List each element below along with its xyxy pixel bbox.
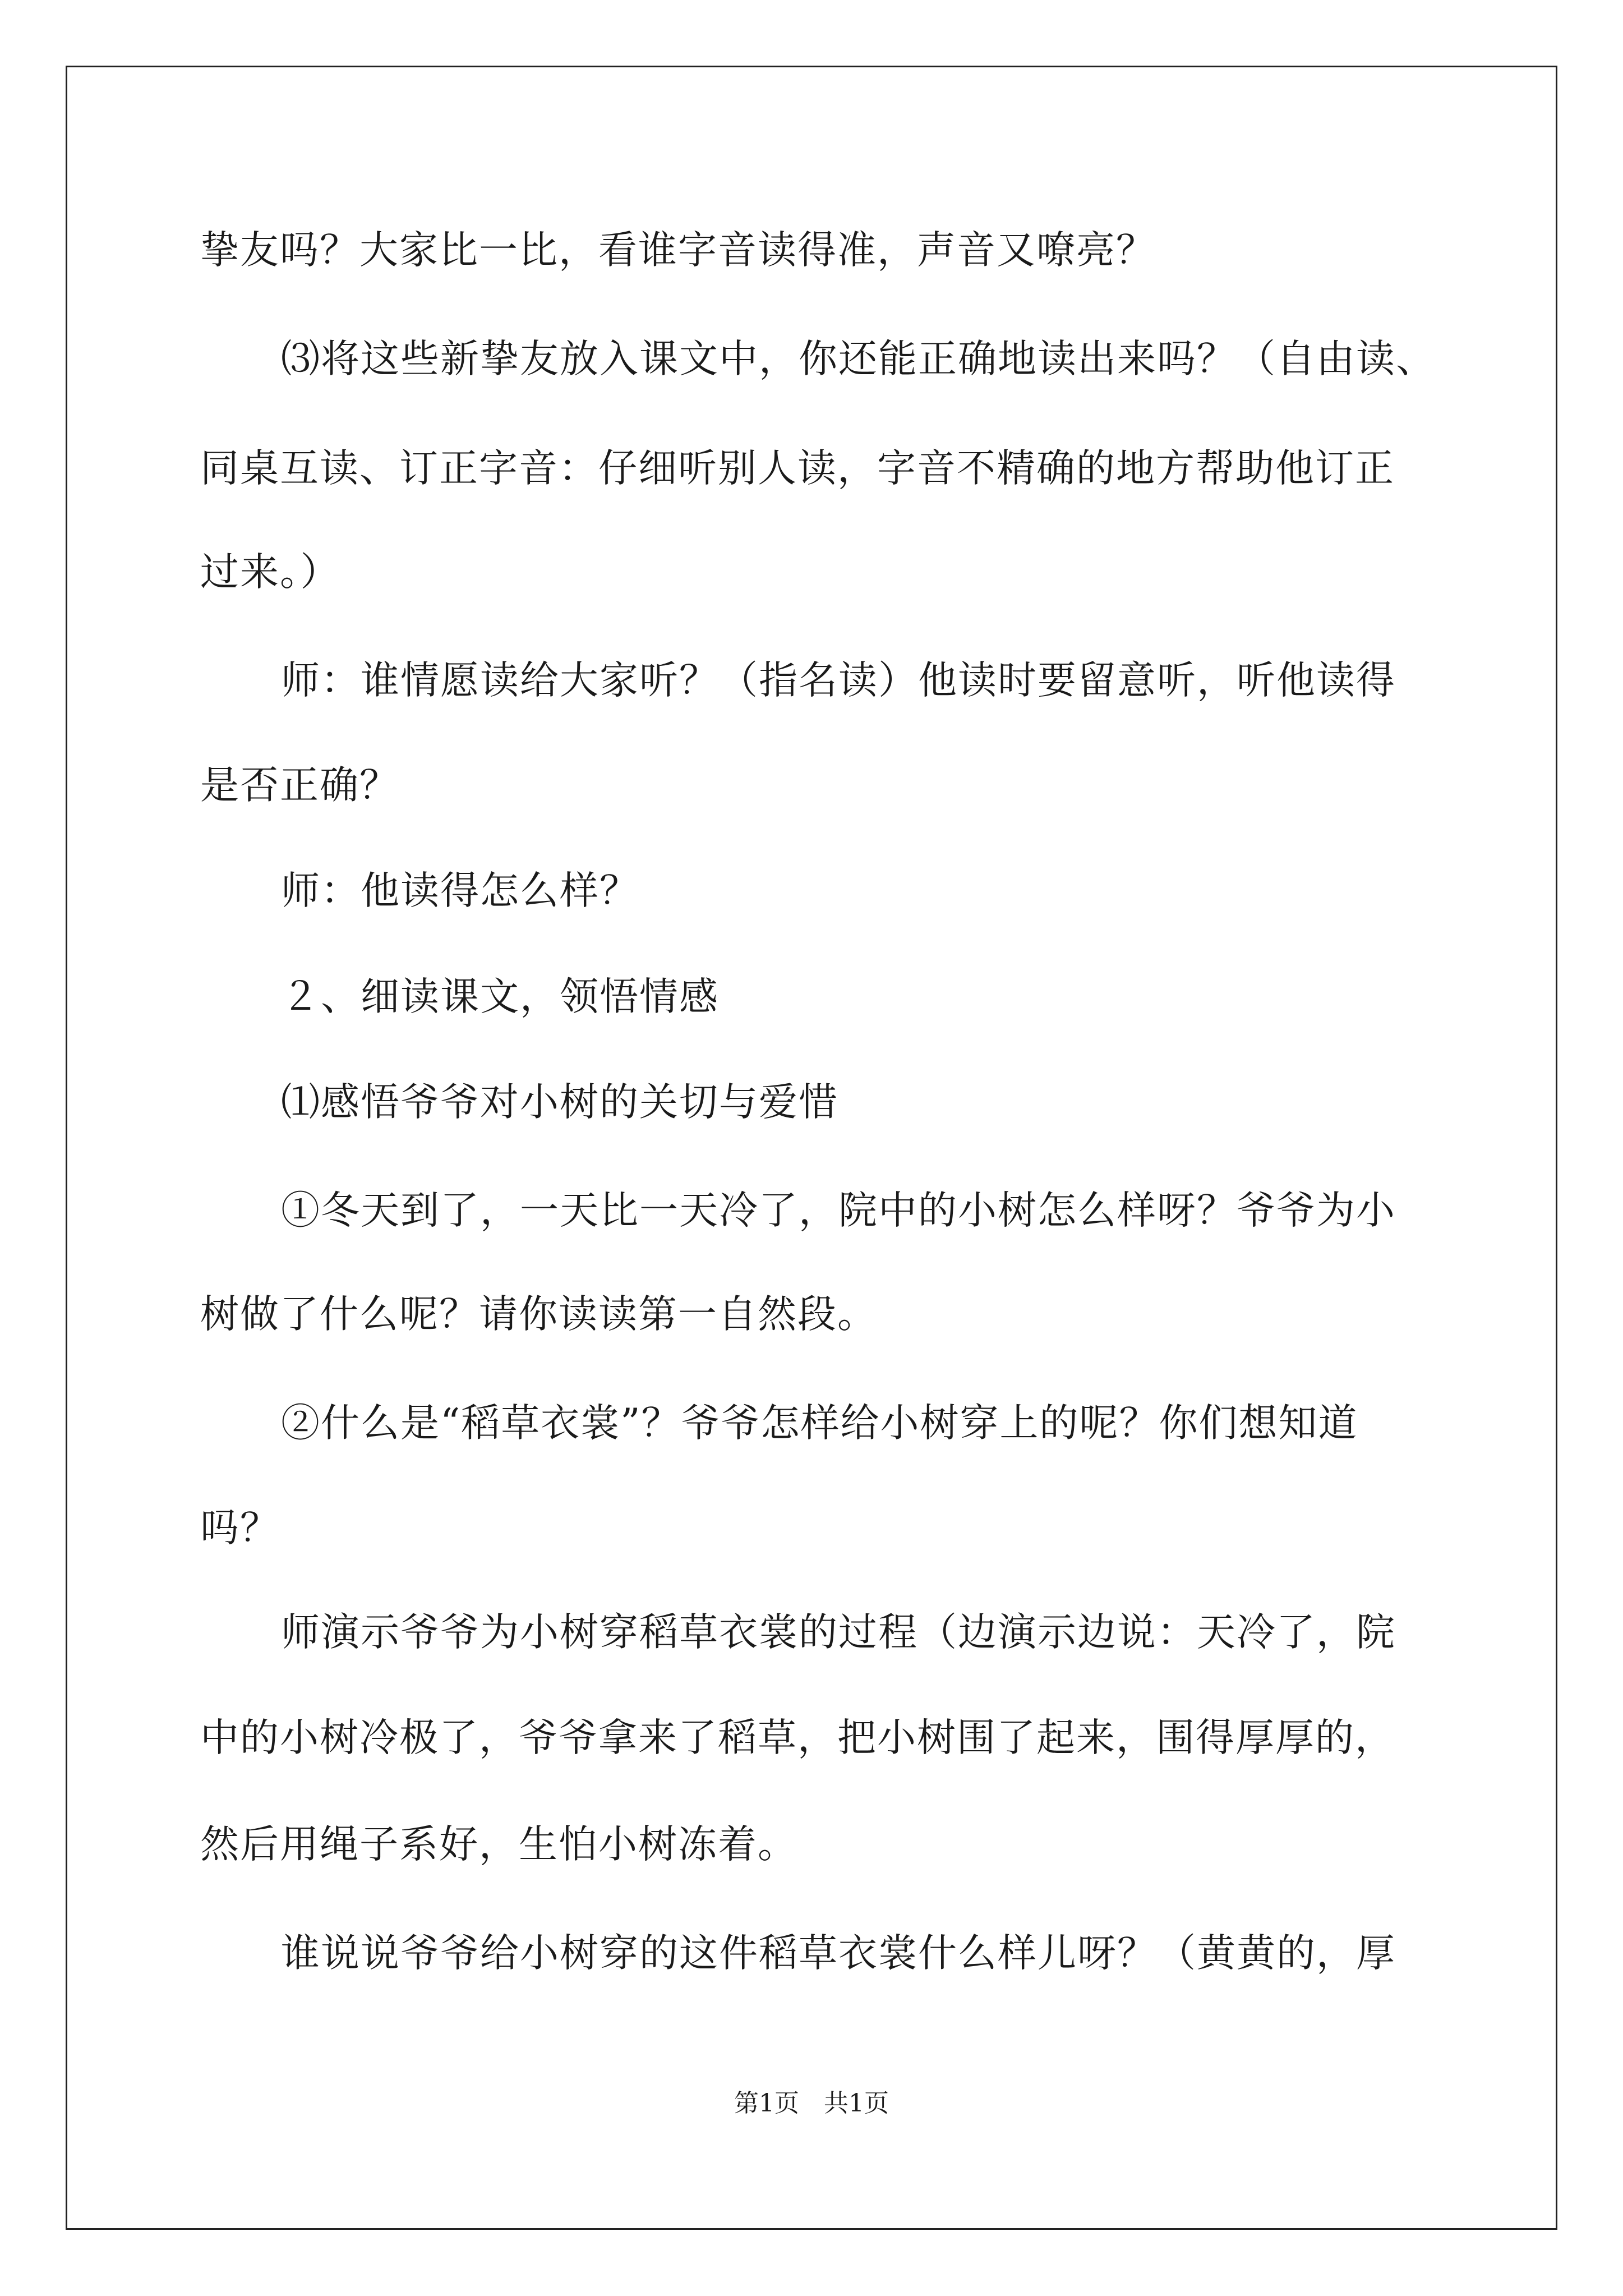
paragraph-line-10: ①冬天到了，一天比一天冷了，院中的小树怎么样呀？爷爷为小 — [281, 1188, 1396, 1233]
paragraph-line-1: 挚友吗？大家比一比，看谁字音读得准，声音又嘹亮？ — [200, 228, 1156, 273]
paragraph-line-12: ②什么是“稻草衣裳”？爷爷怎样给小树穿上的呢？你们想知道 — [281, 1401, 1358, 1446]
paragraph-line-2: ⑶将这些新挚友放入课文中，你还能正确地读出来吗？（自由读、 — [281, 337, 1436, 381]
page-border — [66, 66, 1557, 2230]
paragraph-line-14: 师演示爷爷为小树穿稻草衣裳的过程（边演示边说：天冷了，院 — [281, 1610, 1396, 1655]
paragraph-line-7: 师：他读得怎么样？ — [281, 868, 639, 913]
paragraph-line-15: 中的小树冷极了，爷爷拿来了稻草，把小树围了起来，围得厚厚的， — [200, 1715, 1395, 1760]
subsection-heading: ⑴感悟爷爷对小树的关切与爱惜 — [281, 1080, 838, 1125]
paragraph-line-17: 谁说说爷爷给小树穿的这件稻草衣裳什么样儿呀？（黄黄的，厚 — [281, 1931, 1396, 1976]
paragraph-line-4: 过来。） — [200, 550, 340, 595]
paragraph-line-16: 然后用绳子系好，生怕小树冻着。 — [200, 1822, 797, 1867]
paragraph-line-13: 吗？ — [200, 1506, 280, 1550]
section-heading: ２、细读课文，领悟情感 — [281, 974, 719, 1019]
page-number-footer: 第1页 共1页 — [734, 2089, 889, 2118]
paragraph-line-6: 是否正确？ — [200, 763, 399, 808]
paragraph-line-5: 师：谁情愿读给大家听？（指名读）他读时要留意听，听他读得 — [281, 658, 1396, 703]
paragraph-line-3: 同桌互读、订正字音：仔细听别人读，字音不精确的地方帮助他订正 — [200, 446, 1395, 491]
paragraph-line-11: 树做了什么呢？请你读读第一自然段。 — [200, 1292, 877, 1337]
